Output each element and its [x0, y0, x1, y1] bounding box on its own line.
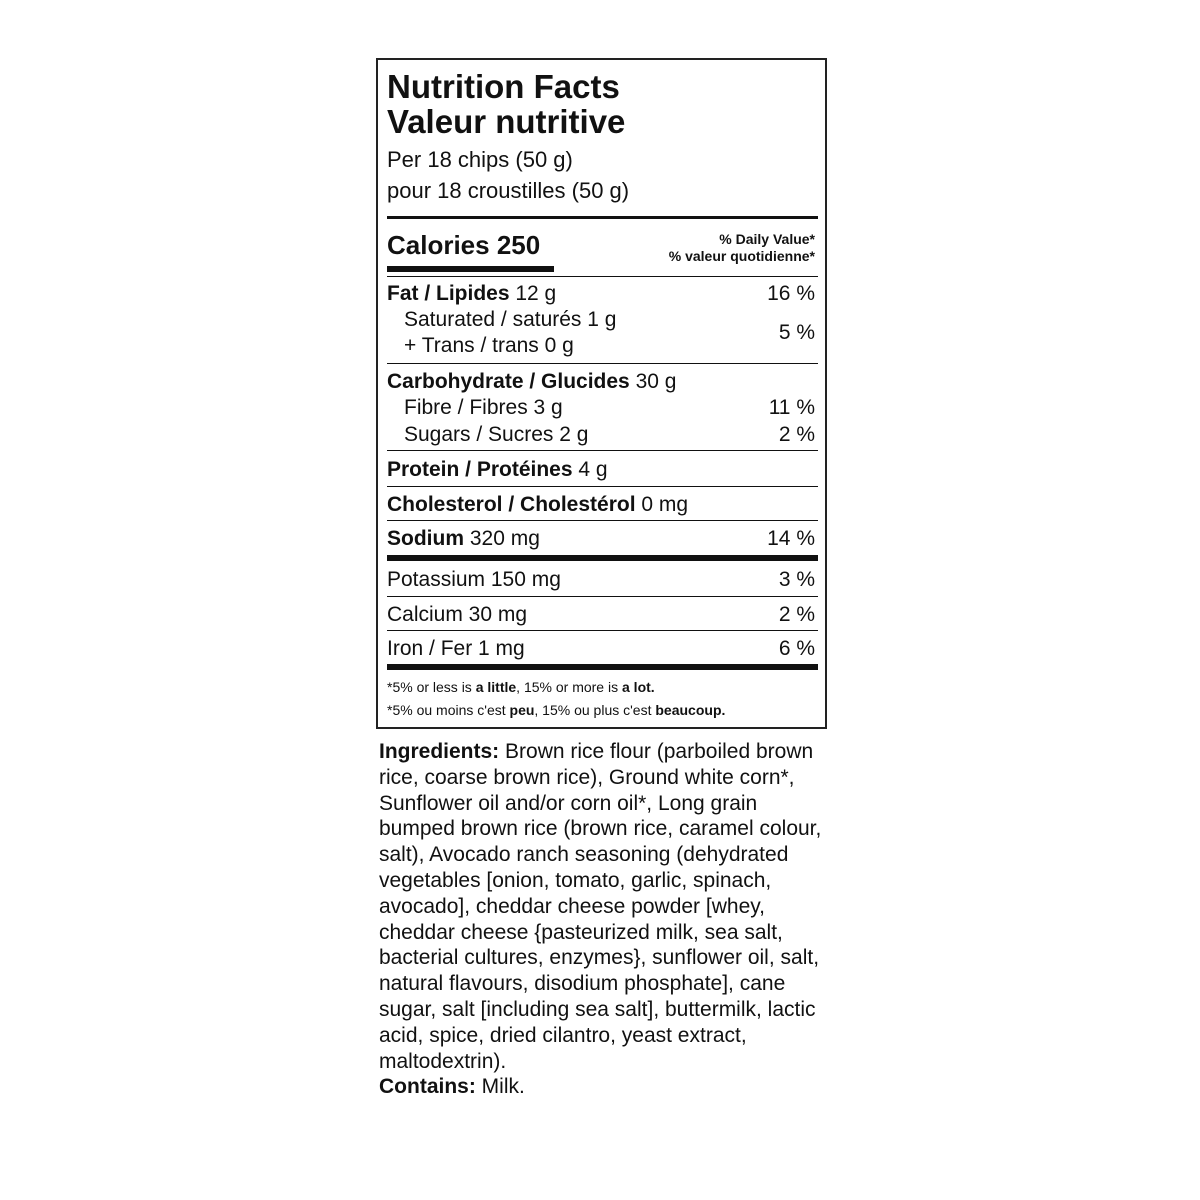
footnote-english — [387, 680, 655, 694]
footnote-french — [387, 703, 725, 717]
ingredients-paragraph — [379, 739, 829, 1074]
fibre-percent: 11 % — [768, 396, 815, 419]
ingredients-text: Brown rice flour (parboiled brown rice, coarse brown rice), Ground white corn*, Sunflower oil and/or corn oil*, Long grain bumped brown rice (brown rice, caramel colour, salt), Avocado ranch seasoning (dehydrated vegetables [onion, tomato, garlic, spinach, avocado], cheddar cheese powder [whey, cheddar cheese {pasteurized milk, sea salt, bacterial cultures, enzymes}, sunflower oil, salt, natural flavours, disodium phosphate], cane sugar, salt [including sea salt], buttermilk, lactic acid, spice, dried cilantro, yeast extract, maltodextrin). — [379, 740, 822, 1073]
calories-value: 250 — [496, 230, 541, 260]
title-english: Nutrition Facts — [387, 68, 620, 105]
fibre-label: Fibre / Fibres — [404, 396, 528, 419]
divider — [387, 520, 818, 521]
footnote-text: , 15% or more is — [516, 679, 622, 695]
ingredients-section — [379, 739, 829, 1100]
saturated-trans-percent: 5 % — [778, 321, 815, 344]
cholesterol-row — [387, 494, 688, 515]
fat-percent: 16 % — [767, 282, 815, 305]
footnote-emphasis: a lot. — [622, 679, 655, 695]
sugars-label: Sugars / Sucres — [404, 423, 554, 446]
carbohydrate-label: Carbohydrate / Glucides — [387, 370, 630, 393]
contains-paragraph — [379, 1074, 829, 1100]
sugars-row — [404, 424, 588, 445]
carbohydrate-row — [387, 371, 676, 392]
footnote-emphasis: a little — [475, 679, 517, 695]
sodium-percent: 14 % — [767, 527, 815, 550]
divider-thick — [387, 216, 818, 219]
divider — [387, 596, 818, 597]
daily-value-heading-french: % valeur quotidienne* — [668, 248, 815, 264]
calcium-label: Calcium 30 mg — [387, 603, 528, 626]
footnote-text: *5% ou moins c'est — [387, 702, 510, 718]
saturated-label: Saturated / saturés — [404, 308, 582, 331]
fibre-row — [404, 397, 563, 418]
sodium-amount: 320 mg — [469, 527, 540, 550]
footnote-text: , 15% ou plus c'est — [534, 702, 656, 718]
potassium-label: Potassium 150 mg — [387, 568, 561, 591]
cholesterol-amount: 0 mg — [641, 493, 689, 516]
trans-label: + Trans / trans — [404, 334, 539, 357]
protein-label: Protein / Protéines — [387, 458, 573, 481]
carbohydrate-amount: 30 g — [635, 370, 677, 393]
saturated-amount: 1 g — [587, 308, 617, 331]
trans-amount: 0 g — [544, 334, 574, 357]
cholesterol-label: Cholesterol / Cholestérol — [387, 493, 636, 516]
calories-label: Calories — [387, 230, 490, 260]
ingredients-label: Ingredients: — [379, 740, 500, 763]
divider — [387, 363, 818, 364]
title-french: Valeur nutritive — [387, 103, 626, 140]
sugars-percent: 2 % — [778, 423, 815, 446]
serving-size-french: pour 18 croustilles (50 g) — [387, 178, 630, 203]
divider-thick — [387, 664, 818, 670]
calcium-percent: 2 % — [778, 603, 815, 626]
divider — [387, 630, 818, 631]
footnote-emphasis: peu — [509, 702, 535, 718]
sugars-amount: 2 g — [559, 423, 589, 446]
protein-row — [387, 459, 608, 480]
protein-amount: 4 g — [578, 458, 608, 481]
divider — [387, 486, 818, 487]
divider — [387, 276, 818, 277]
trans-row — [404, 335, 574, 356]
daily-value-heading-english: % Daily Value* — [719, 231, 815, 247]
serving-size-english: Per 18 chips (50 g) — [387, 147, 573, 172]
fat-label: Fat / Lipides — [387, 282, 510, 305]
fat-amount: 12 g — [515, 282, 557, 305]
calories-row — [387, 232, 540, 258]
fibre-amount: 3 g — [533, 396, 563, 419]
divider — [387, 450, 818, 451]
fat-row — [387, 283, 556, 304]
divider-thick — [387, 555, 818, 561]
contains-text: Milk. — [475, 1075, 525, 1099]
footnote-emphasis: beaucoup. — [655, 702, 726, 718]
potassium-percent: 3 % — [778, 568, 815, 591]
iron-label: Iron / Fer 1 mg — [387, 637, 525, 660]
iron-percent: 6 % — [778, 637, 815, 660]
sodium-label: Sodium — [387, 527, 464, 550]
footnote-text: *5% or less is — [387, 679, 476, 695]
saturated-row — [404, 309, 616, 330]
sodium-row — [387, 528, 540, 549]
contains-label: Contains: — [379, 1075, 476, 1099]
nutrition-facts-panel — [376, 58, 827, 729]
calories-underline — [387, 266, 554, 272]
